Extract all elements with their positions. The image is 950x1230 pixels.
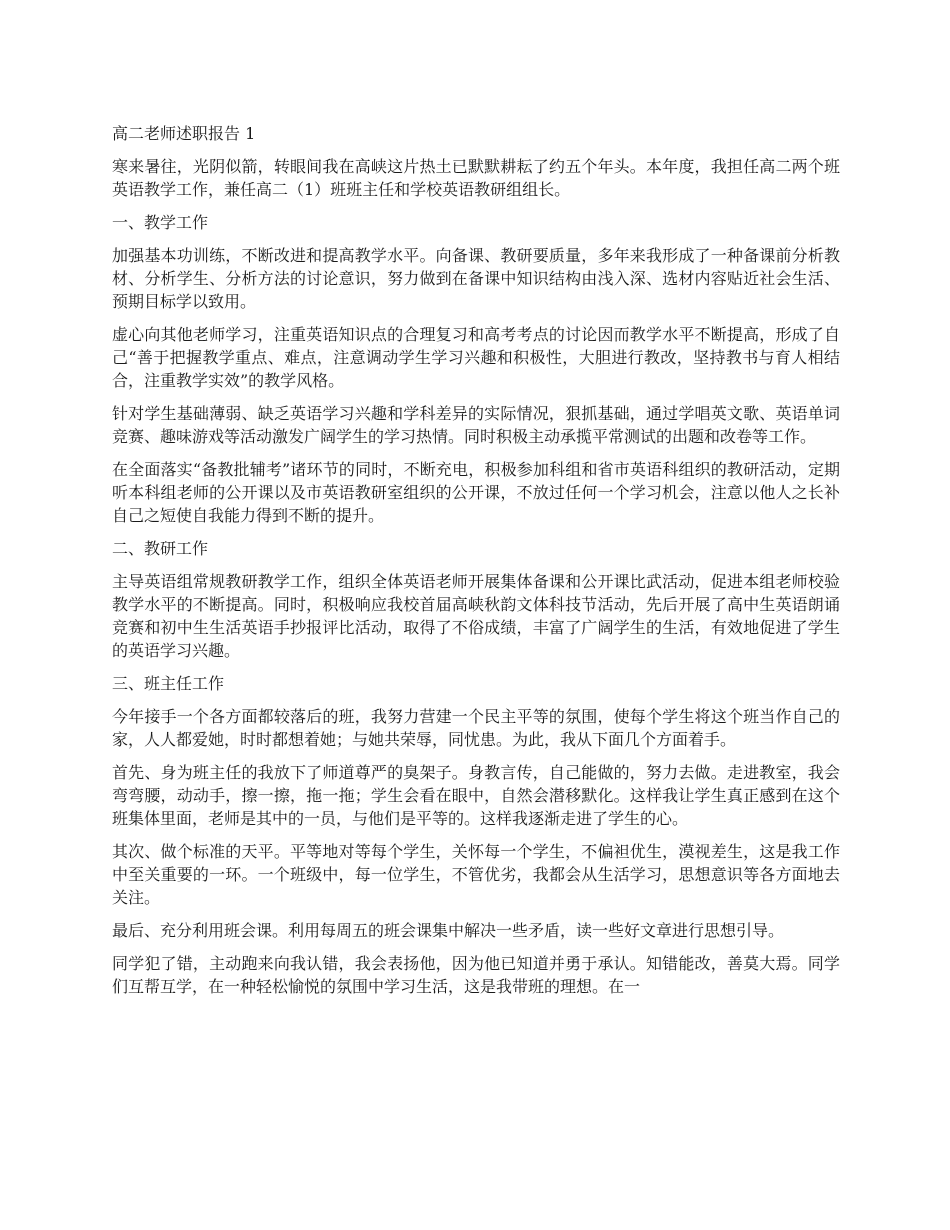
paragraph-teaching-3: 针对学生基础薄弱、缺乏英语学习兴趣和学科差异的实际情况，狠抓基础，通过学唱英文歌、英语单词竞赛、趣味游戏等活动激发广阔学生的学习热情。同时积极主动承揽平常测试的出题和改卷等工作。 [112,404,840,446]
paragraph-teaching-4: 在全面落实“备教批辅考”诸环节的同时，不断充电，积极参加科组和省市英语科组织的教研活动，定期听本科组老师的公开课以及市英语教研室组织的公开课，不放过任何一个学习机会，注意以他人之长补自己之短使自我能力得到不断的提升。 [112,460,840,525]
paragraph-teaching-1: 加强基本功训练，不断改进和提高教学水平。向备课、教研要质量，多年来我形成了一种备课前分析教材、分析学生、分析方法的讨论意识，努力做到在备课中知识结构由浅入深、选材内容贴近社会生活、预期目标学以致用。 [112,246,840,311]
paragraph-class-2: 首先、身为班主任的我放下了师道尊严的臭架子。身教言传，自己能做的，努力去做。走进教室，我会弯弯腰，动动手，擦一擦，拖一拖；学生会看在眼中，自然会潜移默化。这样我让学生真正感到在这个班集体里面，老师是其中的一员，与他们是平等的。这样我逐渐走进了学生的心。 [112,763,840,828]
section-heading-research: 二、教研工作 [112,539,209,558]
document-page [112,122,840,1008]
paragraph-class-4: 最后、充分利用班会课。利用每周五的班会课集中解决一些矛盾，读一些好文章进行思想引导。 [112,921,785,940]
paragraph-research-1: 主导英语组常规教研教学工作，组织全体英语老师开展集体备课和公开课比武活动，促进本组老师校验教学水平的不断提高。同时，积极响应我校首届高峡秋韵文体科技节活动，先后开展了高中生英语朗诵竞赛和初中生生活英语手抄报评比活动，取得了不俗成绩，丰富了广阔学生的生活，有效地促进了学生的英语学习兴趣。 [112,572,840,660]
paragraph-teaching-2: 虚心向其他老师学习，注重英语知识点的合理复习和高考考点的讨论因而教学水平不断提高，形成了自己“善于把握教学重点、难点，注意调动学生学习兴趣和积极性，大胆进行教改，坚持教书与育人相结合，注重教学实效”的教学风格。 [112,325,840,390]
paragraph-class-1: 今年接手一个各方面都较落后的班，我努力营建一个民主平等的氛围，使每个学生将这个班当作自己的家，人人都爱她，时时都想着她；与她共荣辱，同忧患。为此，我从下面几个方面着手。 [112,707,840,749]
section-heading-teaching: 一、教学工作 [112,213,209,232]
paragraph-intro: 寒来暑往，光阴似箭，转眼间我在高峡这片热土已默默耕耘了约五个年头。本年度，我担任高二两个班英语教学工作，兼任高二（1）班班主任和学校英语教研组组长。 [112,157,840,199]
document-title: 高二老师述职报告 1 [112,124,256,143]
section-heading-class-teacher: 三、班主任工作 [112,674,225,693]
paragraph-class-5: 同学犯了错，主动跑来向我认错，我会表扬他，因为他已知道并勇于承认。知错能改，善莫大焉。同学们互帮互学，在一种轻松愉悦的氛围中学习生活，这是我带班的理想。在一 [112,954,840,996]
paragraph-class-3: 其次、做个标准的天平。平等地对等每个学生，关怀每一个学生，不偏袒优生，漠视差生，这是我工作中至关重要的一环。一个班级中，每一位学生，不管优劣，我都会从生活学习，思想意识等各方面地去关注。 [112,842,840,907]
